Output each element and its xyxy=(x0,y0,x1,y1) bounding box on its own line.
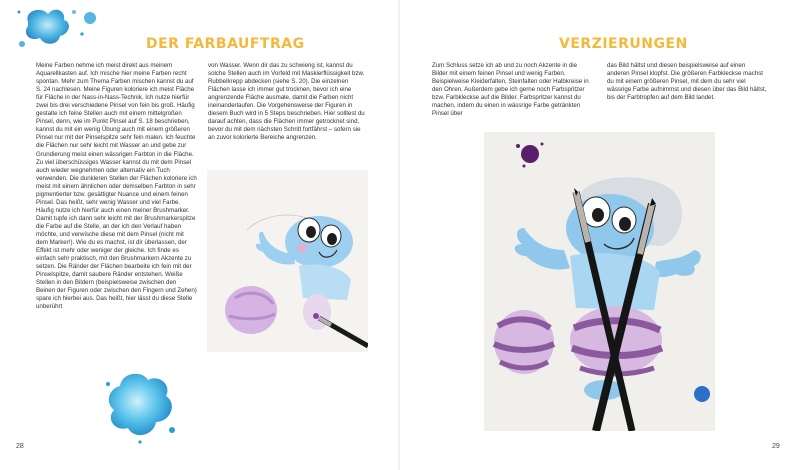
body-text-column-2: von Wasser. Wenn dir das zu schwierig ist, kannst du solche Stellen auch im Vorfeld mit Maskierflüssigkeit bzw. Rubbelkrepp abdecken (siehe S. 20). Die einzelnen Flächen lasse ich immer gut trocknen, bevor ich eine angrenzende Fläche ausmale, damit die Farben nicht ineinanderlaufen. Die Vorgehensweise der Figuren in diesem Buch wird in 5 Steps beschrieben. Hier solltest du darauf achten, dass die Flächen immer getrocknet sind, bevor du mit dem nächsten Schritt fortfährst – sofern sie an zuvor kolorierte Bereiche angrenzen. xyxy=(208,62,365,142)
watercolor-splash-bottom-left xyxy=(100,366,184,446)
page-number-left: 28 xyxy=(16,443,24,450)
body-text-column-1: Meine Farben nehme ich meist direkt aus meinem Aquarellkasten auf. Ich mische hier meine Farben recht spontan. Mehr zum Thema Farben mischen kannst du auf S. 24 nachlesen. Meine Figuren koloriere ich meist Fläche für Fläche in der Nass-in-Nass-Technik. Ich nutze hierfür zwei bis drei verschiedene Pinsel von fein bis groß. Häufig gestalte ich feine Stellen auch mit einem mittelgroßen Pinsel, denn, wie im Punkt Pinsel auf S. 18 beschrieben, kannst du mit ein wenig Übung auch mit einem größeren Pinsel nur mit der Pinselspitze sehr fein malen. Ich feuchte die Flächen nur sehr leicht mit Wasser an und gebe zur Grundierung meist einen wässrigen Farbton in die Fläche. Zu viel überschüssiges Wasser kannst du mit dem Pinsel auch wieder wegnehmen oder alternativ ein Tuch verwenden. Die dunkleren Stellen der Flächen koloriere ich meist mit einem ähnlichen oder demselben Farbton in sehr pigmentierter bzw. gesättigter Nuance und einem feinen Pinsel. Das heißt, sehr wenig Wasser und viel Farbe. Häufig nutze ich hierfür auch einen meiner Brushmarker. Damit tupfe ich dann sehr leicht mit der Brushmarkerspitze die Farbe auf die Stelle, an der ich den Verlauf haben möchte, und verwische diese mit dem Pinsel (nicht mit dem Marker!). Wie du es machst, ist dir überlassen, der Effekt ist mehr oder weniger der gleiche. Ich finde es einfach sehr praktisch, mit den Brushmarkern Akzente zu setzen. Die Ränder der Flächen bearbeite ich fein mit der Pinselspitze, damit saubere Ränder entstehen. Weiße Stellen in den Bildern (beispielsweise zwischen den Beinen der Figuren oder zwischen den Fingern und Zehen) spare ich hierbei aus. Das heißt, hier lässt du diese Stelle unberührt xyxy=(36,62,197,311)
right-page xyxy=(400,0,800,470)
section-heading-farbauftrag: DER FARBAUFTRAG xyxy=(146,36,305,52)
body-text-column-3: Zum Schluss setze ich ab und zu noch Akzente in die Bilder mit einem feinen Pinsel und wenig Farben. Beispielweise Kleiderfalten, Steinfalten oder Halbkreise in den Ohren. Außerdem gebe ich gerne noch Farbspritzer bzw. Farbkleckse auf die Bilder. Farbspritzer kannst du machen, indem du einen in wässrige Farbe getränkten Pinsel über xyxy=(432,62,589,118)
watercolor-splash-top-left xyxy=(14,4,104,56)
section-heading-verzierungen: VERZIERUNGEN xyxy=(559,36,688,52)
body-text-column-4: das Bild hältst und diesen beispielsweise auf einen anderen Pinsel klopfst. Die größeren Farbkleckse machst du mit einem größeren Pinsel, mit dem du sehr viel wässrige Farbe aufnimmst und diesen über das Bild hältst, bis der Farbtropfen auf dem Bild landet. xyxy=(607,62,767,102)
photo-finished-figure-with-brushes xyxy=(484,132,715,431)
page-number-right: 29 xyxy=(772,443,780,450)
photo-painting-in-progress xyxy=(207,170,368,352)
